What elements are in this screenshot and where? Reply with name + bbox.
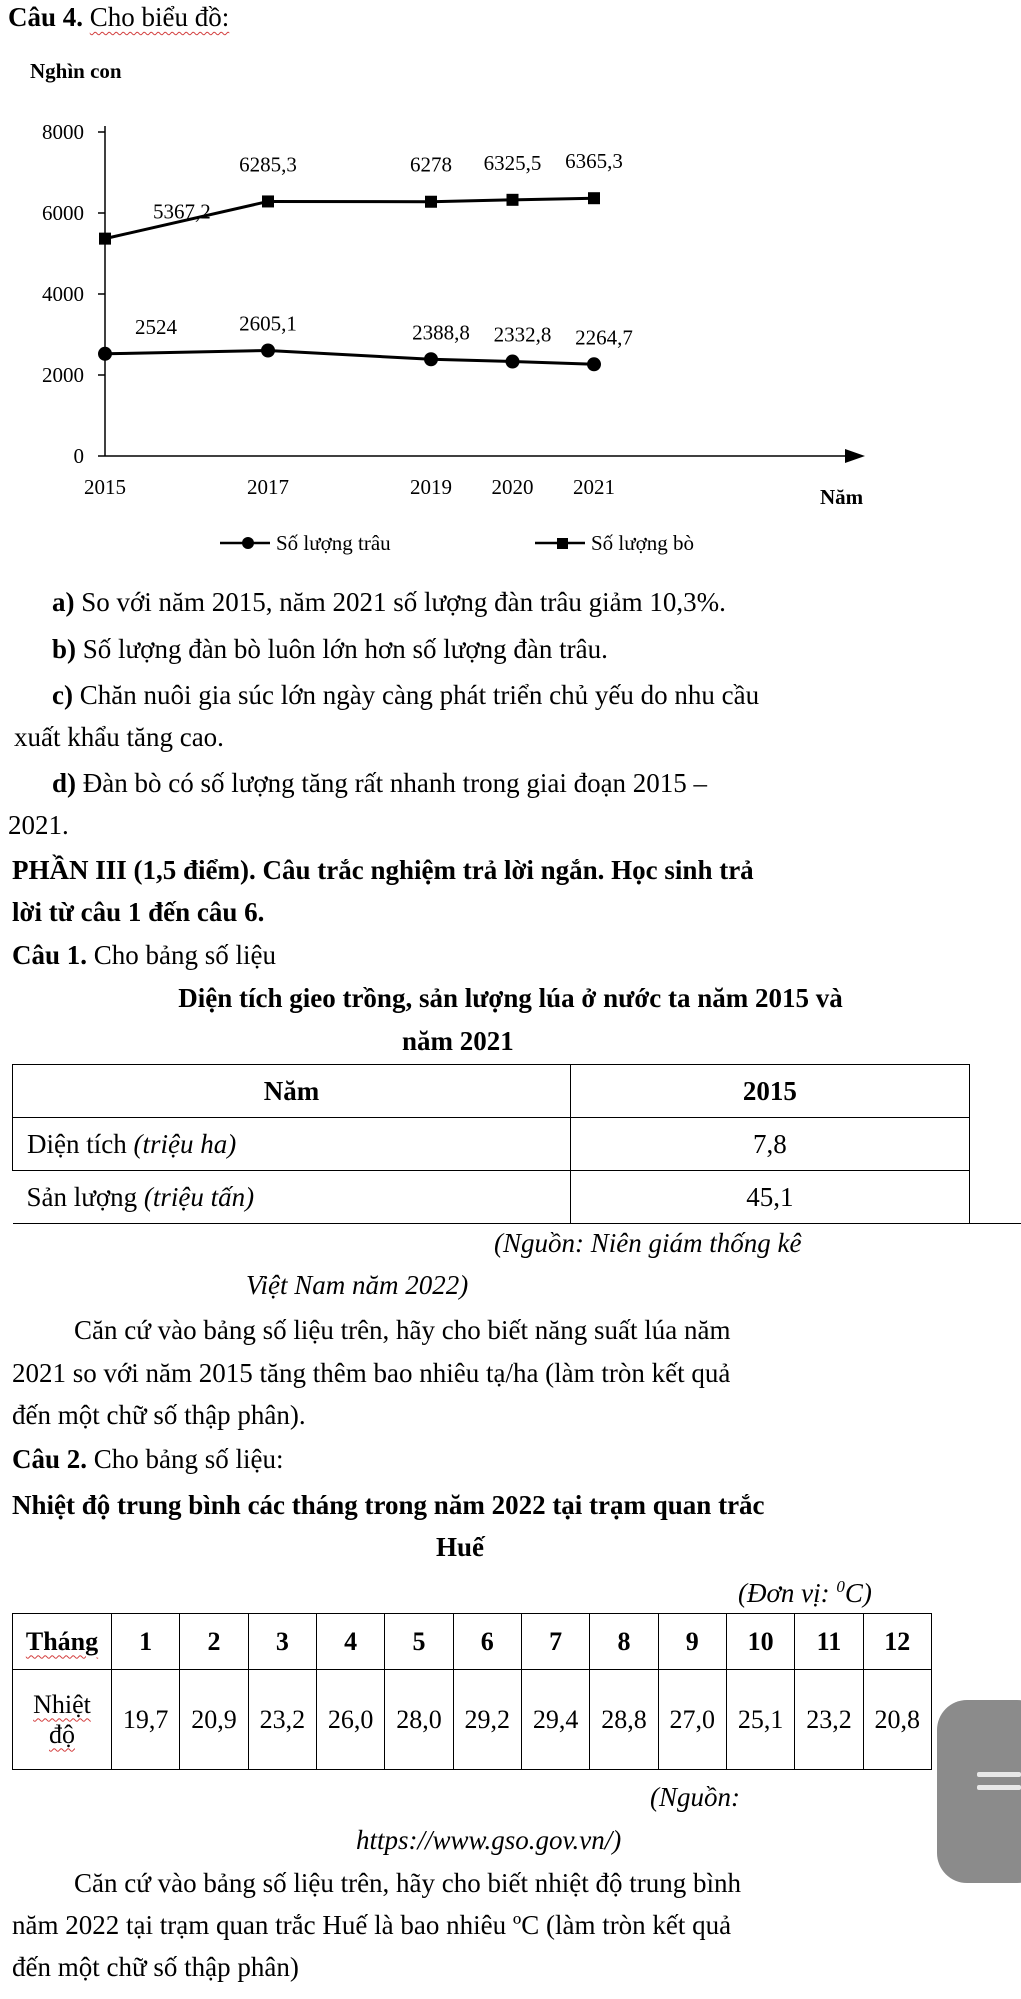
temp-cell: 27,0: [658, 1670, 726, 1770]
month-cell: 3: [248, 1614, 316, 1670]
legend-marker: [242, 537, 254, 549]
table-row-label: Nhiệt độ: [13, 1670, 112, 1770]
question-2-text-cont: năm 2022 tại trạm quan trắc Huế là bao nhiêu ºC (làm tròn kết quả: [12, 1910, 732, 1940]
temp-cell: 29,4: [521, 1670, 589, 1770]
data-point: [506, 355, 520, 369]
series-line-trau: [105, 350, 594, 364]
y-tick-label: 2000: [42, 363, 84, 387]
statement-d: d) Đàn bò có số lượng tăng rất nhanh trong giai đoạn 2015 –: [52, 768, 708, 798]
table-header-cell: Năm: [13, 1065, 571, 1118]
y-tick-label: 8000: [42, 120, 84, 144]
data-label: 6278: [410, 152, 452, 177]
question-2-table-title: Nhiệt độ trung bình các tháng trong năm 2022 tại trạm quan trắc: [12, 1490, 765, 1520]
x-axis-label: Năm: [820, 485, 864, 509]
data-point: [98, 347, 112, 361]
legend-marker: [557, 538, 568, 549]
temp-cell: 23,2: [795, 1670, 863, 1770]
temp-cell: 19,7: [112, 1670, 180, 1770]
temperature-table: [12, 1613, 932, 1770]
table-cell: Diện tích (triệu ha): [13, 1118, 571, 1171]
data-label: 6285,3: [239, 152, 297, 177]
statement-a: a) So với năm 2015, năm 2021 số lượng đàn trâu giảm 10,3%.: [52, 587, 726, 617]
question-1-text: Căn cứ vào bảng số liệu trên, hãy cho biết năng suất lúa năm: [74, 1315, 731, 1345]
month-cell: 4: [316, 1614, 384, 1670]
statement-c-cont: xuất khẩu tăng cao.: [14, 722, 224, 752]
x-tick-label: 2019: [410, 475, 452, 499]
month-cell: 1: [112, 1614, 180, 1670]
data-point: [99, 233, 111, 245]
question-2-text-cont2: đến một chữ số thập phân): [12, 1952, 299, 1982]
temp-cell: 28,0: [385, 1670, 453, 1770]
table-header-cell: 2015: [571, 1065, 970, 1118]
data-point: [261, 343, 275, 357]
data-point: [262, 195, 274, 207]
month-cell: 10: [726, 1614, 794, 1670]
statement-b: b) Số lượng đàn bò luôn lớn hơn số lượng đàn trâu.: [52, 634, 608, 664]
data-point: [424, 352, 438, 366]
x-axis-arrow: [845, 449, 865, 463]
data-point: [587, 357, 601, 371]
data-label: 2264,7: [575, 325, 633, 350]
x-tick-label: 2015: [84, 475, 126, 499]
month-cell: 7: [521, 1614, 589, 1670]
data-label: 2524: [135, 314, 177, 339]
handle-grip-line: [977, 1772, 1021, 1777]
data-label: 2332,8: [493, 322, 552, 347]
data-label: 6325,5: [483, 150, 542, 175]
temp-cell: 25,1: [726, 1670, 794, 1770]
data-label: 5367,2: [153, 199, 211, 224]
table-cut-cell: [969, 1065, 1021, 1118]
data-point: [425, 196, 437, 208]
question-1-heading: Câu 1. Cho bảng số liệu: [12, 940, 277, 970]
question-1-text-cont: 2021 so với năm 2015 tăng thêm bao nhiêu tạ/ha (làm tròn kết quả: [12, 1358, 731, 1388]
table-row: [13, 1171, 1021, 1224]
data-point: [588, 192, 600, 204]
question-1-source-cont: Việt Nam năm 2022): [246, 1270, 469, 1300]
data-label: 6365,3: [565, 149, 623, 174]
rice-table: [12, 1064, 1021, 1224]
month-cell: 11: [795, 1614, 863, 1670]
x-tick-label: 2017: [247, 475, 289, 499]
temp-cell: 28,8: [590, 1670, 658, 1770]
side-drawer-handle[interactable]: [937, 1700, 1021, 1883]
legend-label: Số lượng trâu: [276, 531, 391, 555]
question-2-text: Căn cứ vào bảng số liệu trên, hãy cho biết nhiệt độ trung bình: [74, 1868, 741, 1898]
part-3-heading-cont: lời từ câu 1 đến câu 6.: [12, 897, 265, 927]
part-3-heading: PHẦN III (1,5 điểm). Câu trắc nghiệm trả lời ngắn. Học sinh trả: [12, 855, 754, 885]
table-cell: 45,1: [571, 1171, 970, 1224]
legend-label: Số lượng bò: [591, 531, 695, 555]
handle-grip-line: [977, 1785, 1021, 1790]
table-row: [13, 1670, 932, 1770]
temp-cell: 29,2: [453, 1670, 521, 1770]
month-cell: 2: [180, 1614, 248, 1670]
temp-cell: 26,0: [316, 1670, 384, 1770]
y-axis-label: Nghìn con: [30, 59, 122, 83]
table-header-cell: Tháng: [13, 1614, 112, 1670]
question-2-unit: (Đơn vị: $^0$C): [738, 1577, 872, 1608]
question-1-table-title-cont: năm 2021: [402, 1026, 514, 1056]
x-tick-label: 2020: [491, 475, 534, 499]
question-2-table-title-cont: Huế: [435, 1532, 484, 1562]
line-chart: [0, 50, 900, 570]
question-2-source: (Nguồn:: [650, 1782, 740, 1812]
y-tick-label: 0: [73, 444, 84, 468]
temp-cell: 23,2: [248, 1670, 316, 1770]
table-row: [13, 1614, 932, 1670]
table-cell: 7,8: [571, 1118, 970, 1171]
y-tick-label: 4000: [42, 282, 84, 306]
y-tick-label: 6000: [42, 201, 84, 225]
statement-d-cont: 2021.: [8, 810, 69, 840]
month-cell: 8: [590, 1614, 658, 1670]
temp-cell: 20,9: [180, 1670, 248, 1770]
month-cell: 5: [385, 1614, 453, 1670]
question-2-source-cont: https://www.gso.gov.vn/): [356, 1825, 622, 1855]
month-cell: 6: [453, 1614, 521, 1670]
question-2-heading: Câu 2. Cho bảng số liệu:: [12, 1444, 284, 1474]
question-1-table-title: Diện tích gieo trồng, sản lượng lúa ở nước ta năm 2015 và: [178, 983, 843, 1013]
table-row: [13, 1065, 1021, 1118]
statement-c: c) Chăn nuôi gia súc lớn ngày càng phát triển chủ yếu do nhu cầu: [52, 680, 760, 710]
x-tick-label: 2021: [573, 475, 615, 499]
question-4-heading: Câu 4. Cho biểu đồ:: [8, 2, 230, 32]
month-cell: 12: [863, 1614, 931, 1670]
question-1-source: (Nguồn: Niên giám thống kê: [494, 1228, 802, 1258]
table-cell: Sản lượng (triệu tấn): [13, 1171, 571, 1224]
data-label: 2388,8: [412, 320, 470, 345]
temp-cell: 20,8: [863, 1670, 931, 1770]
table-row: [13, 1118, 1021, 1171]
data-label: 2605,1: [239, 311, 297, 336]
question-1-text-cont2: đến một chữ số thập phân).: [12, 1400, 306, 1430]
month-cell: 9: [658, 1614, 726, 1670]
data-point: [507, 194, 519, 206]
